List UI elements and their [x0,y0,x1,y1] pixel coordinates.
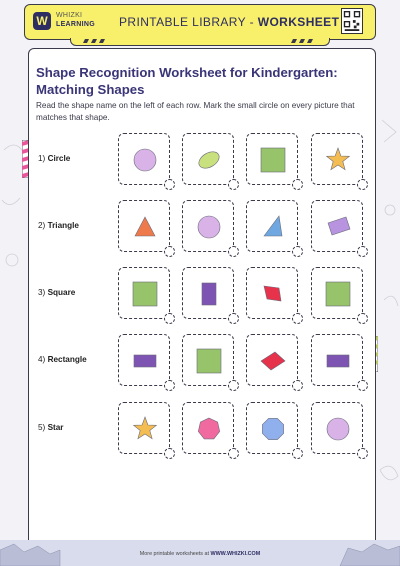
header-tab [70,38,330,46]
square-shape [326,282,350,306]
answer-mark-circle[interactable] [164,246,175,257]
shape-picture [119,403,171,455]
parallelogram-shape [328,217,350,235]
shape-picture-cell [182,133,234,185]
shape-picture [312,134,364,186]
row-number: 5) [38,423,48,432]
shape-picture [119,201,171,253]
star-shape [134,417,157,439]
shape-picture-cell [118,402,170,454]
shape-picture-cell [182,402,234,454]
header-title [119,15,339,29]
header-title-bold: WORKSHEET [257,15,340,29]
star-shape [327,148,350,170]
answer-mark-circle[interactable] [357,179,368,190]
row-shape-name: Square [47,288,76,297]
shape-picture-cell [246,200,298,252]
answer-mark-circle[interactable] [357,380,368,391]
answer-mark-circle[interactable] [228,448,239,459]
footer-text [0,551,400,557]
answer-mark-circle[interactable] [292,179,303,190]
circle-shape [327,418,349,440]
shape-picture [247,403,299,455]
shape-picture [119,134,171,186]
answer-mark-circle[interactable] [228,313,239,324]
answer-mark-circle[interactable] [357,313,368,324]
shape-picture-cell [182,334,234,386]
shape-picture-cell [182,200,234,252]
answer-mark-circle[interactable] [164,179,175,190]
brand-name-line2: LEARNING [56,21,95,28]
shape-picture-cell [311,334,363,386]
shape-picture-cell [118,200,170,252]
answer-mark-circle[interactable] [164,448,175,459]
shape-picture-cell [246,133,298,185]
shape-picture-cell [118,267,170,319]
quad-shape [264,286,281,301]
rectangle-shape [327,355,349,367]
shape-picture [312,403,364,455]
row-label [38,220,79,232]
square-shape [133,282,157,306]
square-shape [197,349,221,373]
footer-link[interactable]: WWW.WHIZKI.COM [210,551,261,557]
shape-picture [119,335,171,387]
triangle-tall-shape [264,216,282,236]
answer-mark-circle[interactable] [357,246,368,257]
row-number: 2) [38,221,48,230]
brand-name-line1: WHIZKI [56,12,83,19]
header-title-plain: PRINTABLE LIBRARY - [119,15,258,29]
shape-picture-cell [311,267,363,319]
shape-picture [183,201,235,253]
shape-picture [312,268,364,320]
row-shape-name: Star [47,423,64,432]
shape-picture [183,335,235,387]
row-shape-name: Triangle [47,221,79,230]
answer-mark-circle[interactable] [164,380,175,391]
answer-mark-circle[interactable] [292,246,303,257]
row-label [38,287,75,299]
ellipse-shape [196,148,222,171]
shape-picture [247,134,299,186]
header-bar [24,4,376,40]
shape-picture-cell [118,334,170,386]
rhombus-shape [261,352,285,370]
shape-picture-cell [311,402,363,454]
worksheet-title: Shape Recognition Worksheet for Kindergarten: Matching Shapes [36,65,338,97]
qr-code-icon [341,8,363,34]
worksheet-instructions: Read the shape name on the left of each row. Mark the small circle on every picture that matches that shape. [36,101,355,122]
shape-picture [183,134,235,186]
heptagon-shape [198,418,219,439]
shape-picture [247,201,299,253]
row-label [38,153,70,165]
shape-picture [119,268,171,320]
row-number: 4) [38,355,48,364]
row-shape-name: Circle [47,154,71,163]
shape-picture [247,335,299,387]
answer-mark-circle[interactable] [228,179,239,190]
row-label [38,354,87,366]
shape-picture-cell [246,402,298,454]
circle-shape [198,216,220,238]
answer-mark-circle[interactable] [357,448,368,459]
square-shape [261,148,285,172]
rectangle-shape [134,355,156,367]
shape-picture-cell [182,267,234,319]
shape-picture-cell [311,200,363,252]
answer-mark-circle[interactable] [228,246,239,257]
shape-picture-cell [246,267,298,319]
brand-logo-icon: W [33,12,51,30]
answer-mark-circle[interactable] [164,313,175,324]
shape-picture-cell [246,334,298,386]
octagon-shape [262,418,283,439]
answer-mark-circle[interactable] [292,313,303,324]
circle-shape [134,149,156,171]
brand-name [56,11,95,29]
answer-mark-circle[interactable] [292,380,303,391]
shape-picture [247,268,299,320]
shape-picture-cell [311,133,363,185]
shape-picture [183,403,235,455]
row-number: 3) [38,288,48,297]
shape-picture [312,335,364,387]
shape-picture [183,268,235,320]
answer-mark-circle[interactable] [228,380,239,391]
shape-picture-cell [118,133,170,185]
shape-picture [312,201,364,253]
row-shape-name: Rectangle [47,355,87,364]
row-number: 1) [38,154,48,163]
rectangle-tall-shape [202,283,216,305]
answer-mark-circle[interactable] [292,448,303,459]
footer-text-plain: More printable worksheets at [139,551,211,557]
triangle-shape [135,217,155,236]
row-label [38,422,64,434]
